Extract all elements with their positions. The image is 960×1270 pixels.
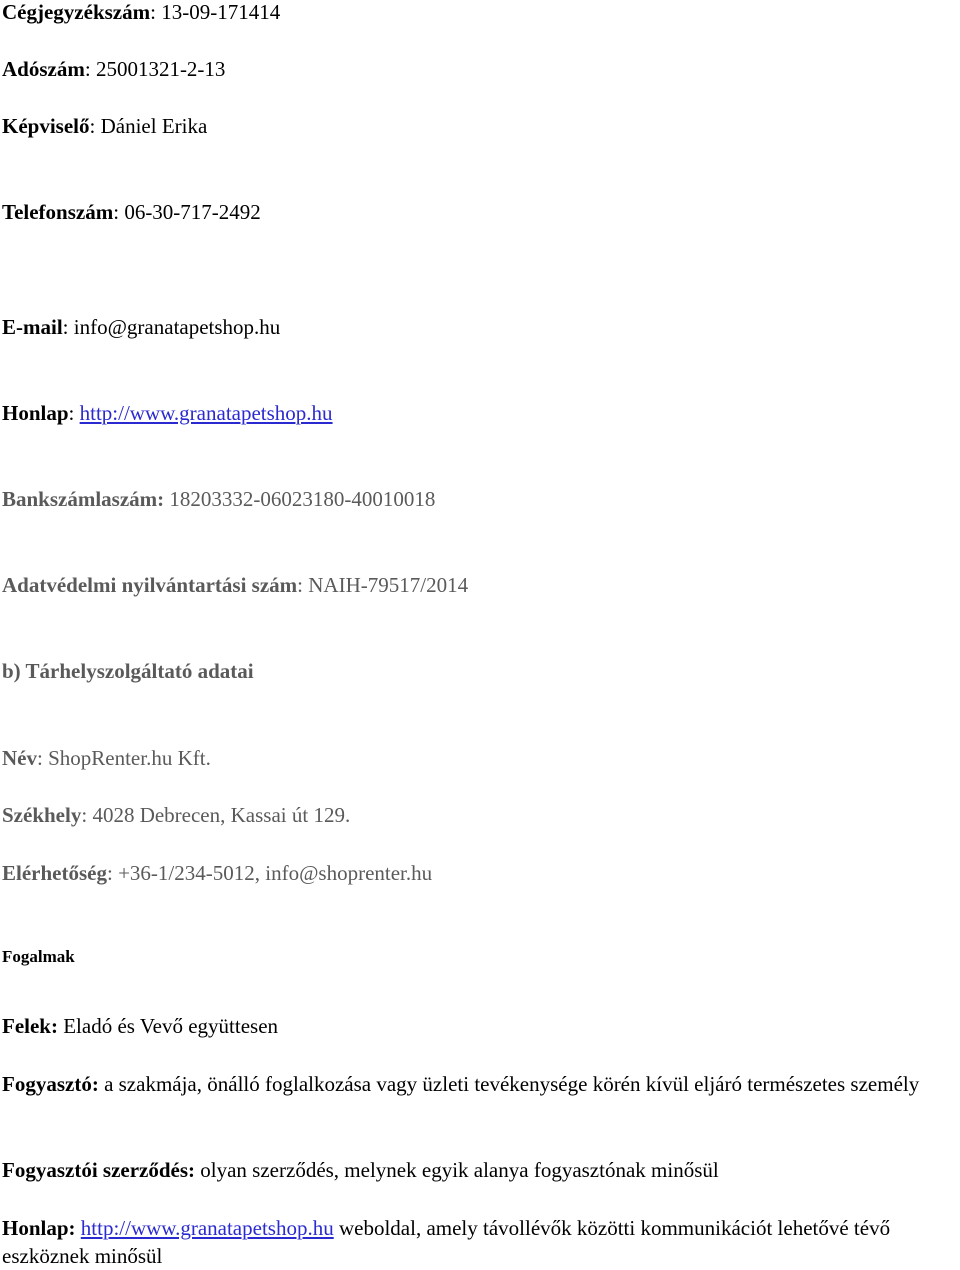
definitions-heading: Fogalmak bbox=[2, 947, 75, 966]
definition-honlap-text: weboldal, amely távollévők közötti kommunikációt lehetővé tévő eszköznek minősül bbox=[2, 1216, 891, 1268]
data-protection-line: Adatvédelmi nyilvántartási szám: NAIH-79517/2014 bbox=[2, 573, 469, 597]
hosting-contact-label: Elérhetőség bbox=[2, 861, 107, 885]
hosting-contact-line: Elérhetőség: +36-1/234-5012, info@shoprenter.hu bbox=[2, 861, 433, 885]
bank-account-value: 18203332-06023180-40010018 bbox=[169, 487, 436, 511]
phone-value: 06-30-717-2492 bbox=[124, 200, 261, 224]
bank-account-line bbox=[2, 485, 435, 513]
definition-fogyaszto-label: Fogyasztó: bbox=[2, 1072, 99, 1096]
company-registration-label: Cégjegyzékszám bbox=[2, 0, 151, 24]
data-protection-label: Adatvédelmi nyilvántartási szám bbox=[2, 573, 298, 597]
hosting-name-label: Név bbox=[2, 746, 37, 770]
definition-szerzodes-text: olyan szerződés, melynek egyik alanya fogyasztónak minősül bbox=[200, 1158, 719, 1182]
definition-fogyaszto bbox=[2, 1070, 957, 1098]
hosting-seat-line: Székhely: 4028 Debrecen, Kassai út 129. bbox=[2, 803, 351, 827]
tax-number-value: 25001321-2-13 bbox=[95, 57, 226, 81]
company-registration-value: 13-09-171414 bbox=[161, 0, 281, 24]
definition-honlap-label: Honlap: bbox=[2, 1216, 76, 1240]
definition-felek-label: Felek: bbox=[2, 1014, 58, 1038]
email-label: E-mail bbox=[2, 315, 63, 339]
hosting-seat-label: Székhely bbox=[2, 803, 82, 827]
website-label: Honlap bbox=[2, 401, 69, 425]
definition-fogyaszto-text: a szakmája, önálló foglalkozása vagy üzleti tevékenysége körén kívül eljáró természetes személy bbox=[104, 1072, 920, 1096]
bank-account-label: Bankszámlaszám: bbox=[2, 487, 165, 511]
company-registration-line: Cégjegyzékszám: 13-09-171414 bbox=[2, 0, 281, 24]
phone-line: Telefonszám: 06-30-717-2492 bbox=[2, 200, 261, 224]
data-protection-value: NAIH-79517/2014 bbox=[308, 573, 469, 597]
email-line: E-mail: info@granatapetshop.hu bbox=[2, 315, 281, 339]
hosting-seat-value: 4028 Debrecen, Kassai út 129. bbox=[92, 803, 351, 827]
email-value: info@granatapetshop.hu bbox=[73, 315, 281, 339]
phone-label: Telefonszám bbox=[2, 200, 114, 224]
definition-honlap-link[interactable]: http://www.granatapetshop.hu bbox=[80, 1216, 334, 1240]
website-link[interactable]: http://www.granatapetshop.hu bbox=[79, 401, 333, 425]
representative-line: Képviselő: Dániel Erika bbox=[2, 114, 208, 138]
website-line: Honlap: http://www.granatapetshop.hu bbox=[2, 401, 333, 425]
hosting-name-value: ShopRenter.hu Kft. bbox=[48, 746, 211, 770]
definition-szerzodes bbox=[2, 1156, 719, 1184]
tax-number-line: Adószám: 25001321-2-13 bbox=[2, 57, 226, 81]
definition-szerzodes-label: Fogyasztói szerződés: bbox=[2, 1158, 196, 1182]
tax-number-label: Adószám bbox=[2, 57, 85, 81]
definition-honlap bbox=[2, 1214, 957, 1270]
hosting-contact-value: +36-1/234-5012, info@shoprenter.hu bbox=[118, 861, 433, 885]
definition-felek bbox=[2, 1012, 278, 1040]
hosting-section-title: b) Tárhelyszolgáltató adatai bbox=[2, 659, 254, 683]
hosting-name-line: Név: ShopRenter.hu Kft. bbox=[2, 746, 211, 770]
representative-label: Képviselő bbox=[2, 114, 90, 138]
representative-value: Dániel Erika bbox=[100, 114, 208, 138]
definition-felek-text: Eladó és Vevő együttesen bbox=[63, 1014, 279, 1038]
